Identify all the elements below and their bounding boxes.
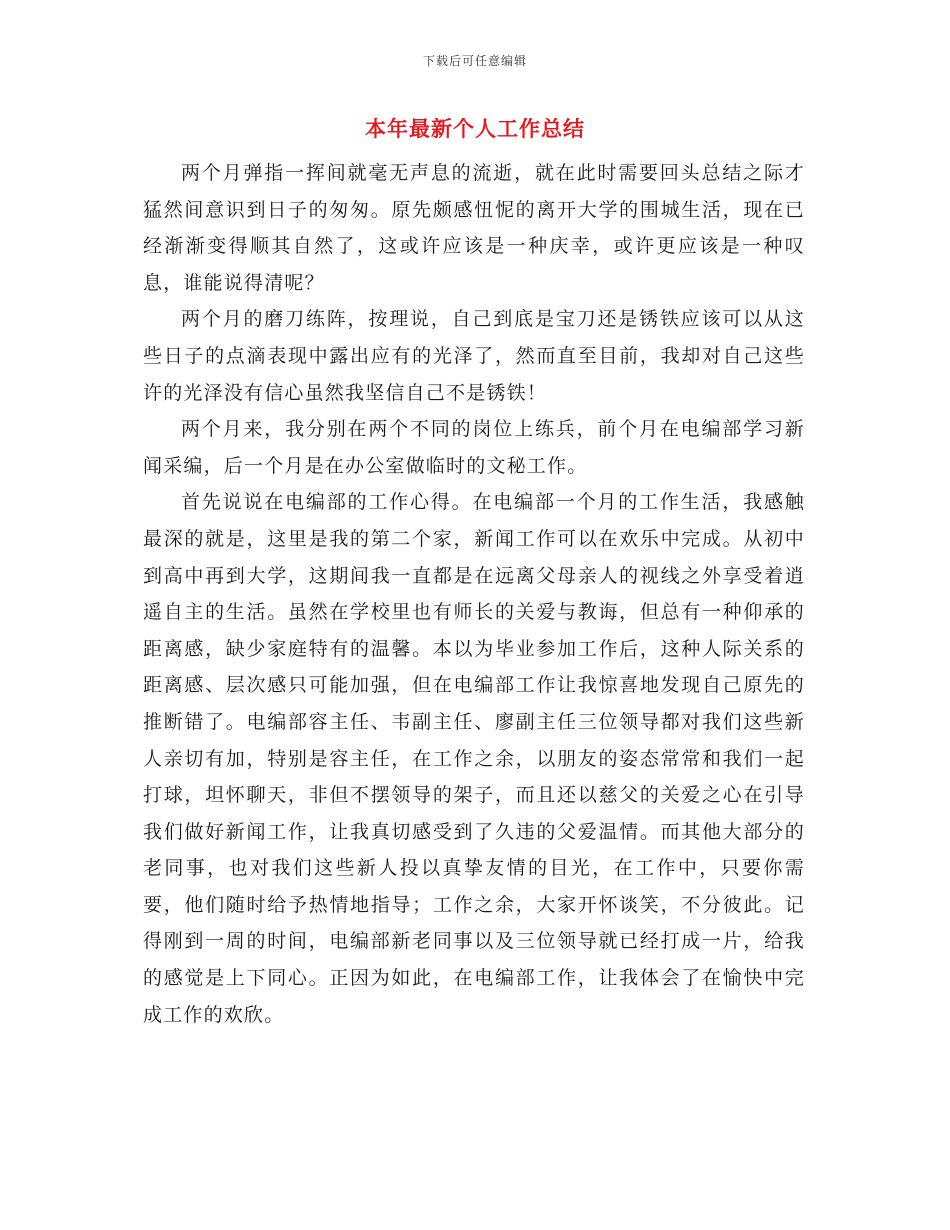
paragraph: 两个月来，我分别在两个不同的岗位上练兵，前个月在电编部学习新闻采编，后一个月是在办公室做临时的文秘工作。 xyxy=(143,418,805,477)
paragraph: 首先说说在电编部的工作心得。在电编部一个月的工作生活，我感触最深的就是，这里是我的第二个家，新闻工作可以在欢乐中完成。从初中到高中再到大学，这期间我一直都是在远离父母亲人的视线之外享受着逍遥自主的生活。虽然在学校里也有师长的关爱与教诲，但总有一种仰承的距离感，缺少家庭特有的温馨。本以为毕业参加工作后，这种人际关系的距离感、层次感只可能加强，但在电编部工作让我惊喜地发现自己原先的推断错了。电编部容主任、韦副主任、廖副主任三位领导都对我们这些新人亲切有加，特别是容主任，在工作之余，以朋友的姿态常常和我们一起打球，坦怀聊天，非但不摆领导的架子，而且还以慈父的关爱之心在引导我们做好新闻工作，让我真切感受到了久违的父爱温情。而其他大部分的老同事，也对我们这些新人投以真挚友情的目光，在工作中，只要你需要，他们随时给予热情地指导；工作之余，大家开怀谈笑，不分彼此。记得刚到一周的时间，电编部新老同事以及三位领导就已经打成一片，给我的感觉是上下同心。正因为如此，在电编部工作，让我体会了在愉快中完成工作的欢欣。 xyxy=(143,491,805,1026)
document-title: 本年最新个人工作总结 xyxy=(365,116,585,141)
header-note: 下载后可任意编辑 xyxy=(422,54,527,68)
paragraph: 两个月弹指一挥间就毫无声息的流逝，就在此时需要回头总结之际才猛然间意识到日子的匆匆。原先颇感忸怩的离开大学的围城生活，现在已经渐渐变得顺其自然了，这或许应该是一种庆幸，或许更应该是一种叹息，谁能说得清呢？ xyxy=(143,162,805,294)
document-body xyxy=(143,155,805,1033)
paragraph: 两个月的磨刀练阵，按理说，自己到底是宝刀还是锈铁应该可以从这些日子的点滴表现中露出应有的光泽了，然而直至目前，我却对自己这些许的光泽没有信心虽然我坚信自己不是锈铁！ xyxy=(143,308,805,404)
